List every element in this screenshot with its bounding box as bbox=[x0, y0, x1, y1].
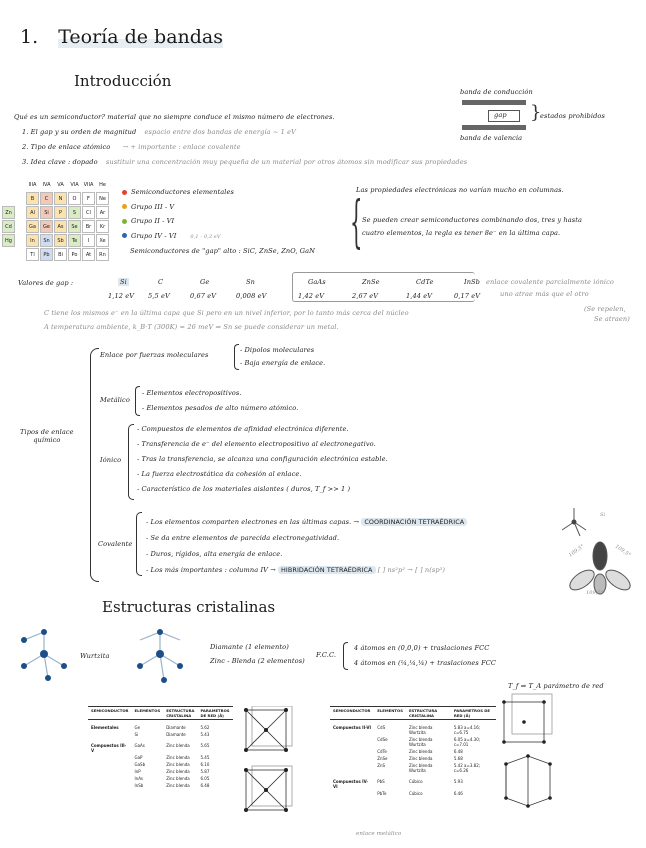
covalent-item: - Duros, rígidos, alta energía de enlace. bbox=[146, 550, 283, 558]
gap-material-value: 1,42 eV bbox=[298, 292, 325, 300]
table-cell: Zinc blenda Wurtzita bbox=[408, 725, 433, 735]
intro-item-3 bbox=[22, 158, 467, 166]
periodic-cell: Cd bbox=[2, 220, 15, 233]
table-cell: Zinc blenda bbox=[166, 755, 190, 760]
table-row bbox=[330, 790, 496, 797]
periodic-cell: Xe bbox=[96, 234, 109, 247]
covalent-item-text: - Los más importantes : columna IV → bbox=[146, 566, 276, 574]
periodic-cell: Ga bbox=[26, 220, 39, 233]
angle-label-bottom: 109,5° bbox=[586, 590, 604, 596]
table-cell: 6.10 bbox=[200, 762, 210, 767]
table-cell: 5.45 bbox=[200, 755, 210, 760]
table-cell bbox=[330, 748, 374, 755]
intro-heading: Introducción bbox=[74, 72, 172, 90]
table-cell: Compuestos IV-VI bbox=[333, 779, 369, 789]
table-cell: GaAs bbox=[134, 743, 145, 748]
periodic-cell: P bbox=[54, 206, 67, 219]
gap-material-value: 0,008 eV bbox=[236, 292, 267, 300]
periodic-cell: Zn bbox=[2, 206, 15, 219]
table-cell: Zinc blenda bbox=[166, 743, 190, 748]
ionic-brace bbox=[128, 424, 134, 500]
lattice-table-2 bbox=[330, 706, 496, 797]
table-header: PARAMETROS DE RED (Å) bbox=[451, 707, 496, 720]
table-header-row bbox=[88, 707, 233, 720]
table-cell: 5.68 bbox=[453, 756, 463, 761]
conduction-band bbox=[462, 100, 526, 105]
intro-question: Qué es un semiconductor? material que no siempre conduce el mismo número de electrones. bbox=[14, 113, 335, 121]
wurtzite-sketch bbox=[12, 626, 76, 686]
molecular-item: - Baja energía de enlace. bbox=[240, 359, 326, 367]
gap-material-value: 1,12 eV bbox=[108, 292, 135, 300]
table-cell bbox=[88, 761, 131, 768]
crystal-cell-sketches-2 bbox=[496, 688, 562, 838]
table-cell: Elementales bbox=[91, 725, 119, 730]
table-cell: InAs bbox=[134, 776, 144, 781]
table-row bbox=[330, 755, 496, 762]
table-cell bbox=[330, 790, 374, 797]
fcc-position-2: 4 átomos en (¼,¼,¼) + traslaciones FCC bbox=[354, 659, 497, 667]
table-cell: Zinc blenda bbox=[166, 783, 190, 788]
table-cell: GaP bbox=[134, 755, 143, 760]
table-cell: ZnSe bbox=[377, 756, 388, 761]
legend-note: 0,1 - 0,3 eV bbox=[190, 233, 221, 240]
fcc-position-1: 4 átomos en (0,0,0) + traslaciones FCC bbox=[354, 644, 490, 652]
valence-band bbox=[462, 125, 526, 130]
periodic-cell: As bbox=[54, 220, 67, 233]
covalent-item: - Se da entre elementos de parecida electronegatividad. bbox=[146, 534, 340, 542]
metallic-item: - Elementos pesados de alto número atómico. bbox=[142, 404, 299, 412]
periodic-header: IIIA bbox=[28, 181, 37, 188]
table-cell: 6.46 bbox=[453, 791, 463, 796]
table-row bbox=[88, 720, 233, 732]
table-cell: Compuestos III-V bbox=[91, 743, 127, 753]
lattice-table-2-grid bbox=[330, 706, 496, 797]
periodic-cell: Ge bbox=[40, 220, 53, 233]
gap-material-name: Sn bbox=[246, 278, 255, 286]
ionic-item: - Tras la transferencia, se alcanza una configuración electrónica estable. bbox=[137, 455, 388, 463]
temperature-note: A temperatura ambiente, k_B·T (300K) = 26 meV ⇒ Sn se puede considerar un metal. bbox=[44, 323, 339, 331]
table-cell bbox=[88, 768, 131, 775]
table-cell: Zinc blenda bbox=[166, 762, 190, 767]
table-cell: Compuestos II-VI bbox=[333, 725, 372, 730]
periodic-cell: Po bbox=[68, 248, 81, 261]
table-row bbox=[330, 720, 496, 737]
wurtzite-label: Wurtzita bbox=[80, 652, 110, 660]
table-cell: 5.62 bbox=[200, 725, 210, 730]
periodic-header: VIIA bbox=[83, 181, 94, 188]
periodic-cell: At bbox=[82, 248, 95, 261]
gap-material-name: CdTe bbox=[416, 278, 434, 286]
side-note-2: Se atraen) bbox=[594, 315, 630, 323]
table-cell: 5.42 a=3.82; c=6.26 bbox=[453, 763, 481, 773]
crystal-cell-sketches-1 bbox=[240, 706, 296, 826]
table-header: SEMICONDUCTOR bbox=[88, 707, 131, 720]
molecular-items bbox=[240, 344, 325, 370]
table-cell: 6.48 bbox=[200, 783, 210, 788]
props-brace: { bbox=[350, 190, 363, 255]
intro-item-2 bbox=[22, 143, 241, 151]
table-cell: Diamante bbox=[166, 732, 186, 737]
ionic-note-2: uno atrae más que el otro bbox=[500, 290, 589, 298]
table-row bbox=[330, 736, 496, 748]
table-header: ELEMENTOS bbox=[131, 707, 163, 720]
intro-item-1 bbox=[22, 128, 296, 136]
table-cell: PbS bbox=[377, 779, 385, 784]
ionic-note-1: enlace covalente parcialmente iónico bbox=[486, 278, 614, 286]
gap-material-name: Si bbox=[120, 278, 127, 286]
table-cell: InSb bbox=[134, 783, 144, 788]
item3-label: 3. Idea clave : dopado bbox=[22, 158, 98, 166]
table-cell: CdTe bbox=[377, 749, 387, 754]
lattice-parameter-note: T_f ⇒ T_A parámetro de red bbox=[508, 682, 604, 690]
side-note-1: (Se repelen, bbox=[584, 305, 626, 313]
table-cell bbox=[330, 736, 374, 748]
periodic-cell bbox=[2, 192, 13, 205]
legend-item-iii-v bbox=[122, 200, 315, 215]
table-row bbox=[88, 754, 233, 761]
table-cell bbox=[88, 782, 131, 789]
molecular-brace bbox=[234, 344, 239, 370]
table-header: ELEMENTOS bbox=[374, 707, 406, 720]
gap-material-value: 5,5 eV bbox=[148, 292, 170, 300]
periodic-cell bbox=[2, 178, 13, 191]
table-header-row bbox=[330, 707, 496, 720]
periodic-cell: Hg bbox=[2, 234, 15, 247]
covalent-item bbox=[146, 562, 467, 578]
periodic-header: IVA bbox=[42, 181, 51, 188]
periodic-cell: O bbox=[68, 192, 81, 205]
angle-label-right: 109,5° bbox=[613, 543, 632, 559]
legend-item-iv-vi bbox=[122, 229, 315, 245]
metallic-items bbox=[142, 386, 298, 416]
bond-ionic: Iónico bbox=[100, 456, 122, 464]
table-cell: 5.43 bbox=[200, 732, 210, 737]
periodic-prefix-column bbox=[2, 178, 15, 247]
ionic-item: - Característico de los materiales aislantes ( duros, T_f >> 1 ) bbox=[137, 485, 351, 493]
table-cell bbox=[88, 754, 131, 761]
valence-band-label: banda de valencia bbox=[460, 134, 523, 142]
ionic-item: - Compuestos de elementos de afinidad electrónica diferente. bbox=[137, 425, 349, 433]
props-line-3: cuatro elementos, la regla es tener 8e⁻ en la última capa. bbox=[362, 229, 561, 237]
bond-metallic: Metálico bbox=[100, 396, 130, 404]
conduction-band-label: banda de conducción bbox=[460, 88, 533, 96]
title-number: 1. bbox=[20, 26, 39, 48]
item1-note: espacio entre dos bandas de energía ~ 1 eV bbox=[144, 128, 297, 136]
periodic-cell: Tl bbox=[26, 248, 39, 261]
table-cell: Zinc blenda bbox=[408, 749, 433, 754]
legend-label: Grupo IV - VI bbox=[131, 231, 177, 240]
legend-label: Semiconductores elementales bbox=[131, 188, 234, 196]
periodic-cell: Te bbox=[68, 234, 81, 247]
gap-material-name: ZnSe bbox=[362, 278, 380, 286]
angle-label-left: 109,5° bbox=[567, 543, 586, 559]
hybridization-highlight: HIBRIDACIÓN TETRAÉDRICA bbox=[278, 566, 375, 574]
periodic-header: VA bbox=[57, 181, 64, 188]
periodic-cell: N bbox=[54, 192, 67, 205]
table-row bbox=[88, 738, 233, 754]
legend-label: Grupo III - V bbox=[131, 202, 175, 211]
metallic-bond-note: enlace metálico bbox=[356, 831, 402, 837]
periodic-header: VIA bbox=[70, 181, 79, 188]
zincblende-label: Zinc - Blenda (2 elementos) bbox=[210, 657, 305, 665]
gap-material-value: 0,17 eV bbox=[454, 292, 481, 300]
table-cell: 6.05 bbox=[200, 776, 210, 781]
props-line-2: Se pueden crear semiconductores combinando dos, tres y hasta bbox=[362, 216, 583, 224]
table-cell: GaSb bbox=[134, 762, 146, 767]
covalent-brace bbox=[136, 512, 142, 576]
periodic-cell: Kr bbox=[96, 220, 109, 233]
bond-types-label-2: químico bbox=[33, 436, 61, 444]
periodic-cell: Br bbox=[82, 220, 95, 233]
table-row bbox=[330, 762, 496, 774]
table-cell: 5.65 bbox=[200, 743, 210, 748]
legend-dot bbox=[122, 219, 127, 224]
table-cell: CdSe bbox=[377, 737, 388, 742]
gap-material-value: 0,67 eV bbox=[190, 292, 217, 300]
bond-types-label-1: Tipos de enlace bbox=[20, 428, 74, 436]
bond-molecular: Enlace por fuerzas moleculares bbox=[100, 351, 209, 359]
gap-material-name: InSb bbox=[464, 278, 480, 286]
item1-label: 1. El gap y su orden de magnitud bbox=[22, 128, 137, 136]
table-cell: Cúbico bbox=[408, 779, 423, 784]
covalent-item bbox=[146, 514, 467, 530]
periodic-cell: Pb bbox=[40, 248, 53, 261]
bond-types-label bbox=[20, 428, 74, 444]
table-row bbox=[88, 782, 233, 789]
table-cell: ZnS bbox=[377, 763, 386, 768]
periodic-cell: Ne bbox=[96, 192, 109, 205]
periodic-cell: Se bbox=[68, 220, 81, 233]
table-row bbox=[88, 768, 233, 775]
gap-material-value: 1,44 eV bbox=[406, 292, 433, 300]
periodic-cell: Bi bbox=[54, 248, 67, 261]
periodic-cell: Rn bbox=[96, 248, 109, 261]
table-cell: Ge bbox=[134, 725, 141, 730]
covalent-item-text: - Los elementos comparten electrones en las últimas capas. → bbox=[146, 518, 360, 526]
periodic-cell: S bbox=[68, 206, 81, 219]
item2-label: 2. Tipo de enlace atómico bbox=[22, 143, 111, 151]
table-cell: Zinc blenda bbox=[166, 776, 190, 781]
fcc-label: F.C.C. bbox=[316, 651, 337, 659]
bond-covalent: Covalente bbox=[98, 540, 133, 548]
item2-note: → + importante : enlace covalente bbox=[122, 143, 241, 151]
structures-heading: Estructuras cristalinas bbox=[102, 598, 276, 616]
periodic-cell: Ar bbox=[96, 206, 109, 219]
metallic-item: - Elementos electropositivos. bbox=[142, 389, 242, 397]
table-header: SEMICONDUCTOR bbox=[330, 707, 374, 720]
fcc-brace bbox=[343, 642, 348, 670]
ionic-item: - La fuerza electrostática da cohesión al enlace. bbox=[137, 470, 302, 478]
table-cell bbox=[330, 762, 374, 774]
compound-box bbox=[292, 272, 475, 302]
title-text: Teoría de bandas bbox=[58, 26, 224, 48]
table-row bbox=[330, 748, 496, 755]
molecular-item: - Dipolos moleculares bbox=[240, 346, 315, 354]
periodic-cell: Al bbox=[26, 206, 39, 219]
table-cell: Zinc blenda bbox=[166, 769, 190, 774]
periodic-cell: I bbox=[82, 234, 95, 247]
band-diagram bbox=[460, 88, 630, 148]
metallic-brace bbox=[135, 386, 140, 416]
legend-item-elemental bbox=[122, 185, 315, 200]
gap-material-name: Ge bbox=[200, 278, 210, 286]
periodic-cell: Si bbox=[40, 206, 53, 219]
periodic-cell: B bbox=[26, 192, 39, 205]
periodic-cell: Sn bbox=[40, 234, 53, 247]
si-label: Si bbox=[600, 512, 606, 518]
legend-item-ii-vi bbox=[122, 214, 315, 229]
table-row bbox=[88, 731, 233, 738]
table-cell: 5.83 a=4.16; c=6.75 bbox=[453, 725, 481, 735]
tetrahedral-coordination-sketch bbox=[556, 506, 596, 540]
gap-values-label: Valores de gap : bbox=[18, 279, 74, 287]
table-cell: Diamante bbox=[166, 725, 186, 730]
table-cell: Zinc blenda Wurtzita bbox=[408, 763, 433, 773]
table-cell bbox=[88, 775, 131, 782]
table-header: ESTRUCTURA CRISTALINA bbox=[163, 707, 197, 720]
table-cell: PbTe bbox=[377, 791, 387, 796]
lattice-table-1-grid bbox=[88, 706, 233, 789]
periodic-cell: F bbox=[82, 192, 95, 205]
gap-material-name: C bbox=[158, 278, 164, 286]
periodic-cell: Cl bbox=[82, 206, 95, 219]
semiconductor-legend bbox=[122, 185, 315, 259]
periodic-cell: In bbox=[26, 234, 39, 247]
table-cell: 6.05 a=4.30; c=7.01 bbox=[453, 737, 481, 747]
gap-material-value: 2,67 eV bbox=[352, 292, 379, 300]
table-cell: 5.93 bbox=[453, 779, 463, 784]
high-gap-label: Semiconductores de "gap" alto : SiC, ZnSe, ZnO, GaN bbox=[130, 247, 316, 255]
table-cell: Si bbox=[134, 732, 139, 737]
covalent-items bbox=[146, 514, 467, 578]
coordination-highlight: COORDINACIÓN TETRAÉDRICA bbox=[361, 518, 467, 526]
item3-note: sustituir una concentración muy pequeña de un material por otros átomos sin modificar sus propiedades bbox=[105, 158, 468, 166]
ionic-item: - Transferencia de e⁻ del elemento electropositivo al electronegativo. bbox=[137, 440, 376, 448]
table-cell bbox=[88, 731, 131, 738]
page-title bbox=[20, 26, 223, 48]
periodic-grid bbox=[26, 178, 109, 261]
table-row bbox=[88, 775, 233, 782]
ionic-items bbox=[137, 422, 388, 497]
legend-dot bbox=[122, 204, 127, 209]
table-cell bbox=[330, 755, 374, 762]
gap-label: gap bbox=[494, 111, 507, 119]
table-cell: Zinc blenda Wurtzita bbox=[408, 737, 433, 747]
periodic-cell: Sb bbox=[54, 234, 67, 247]
legend-dot bbox=[122, 233, 127, 238]
table-cell: 6.48 bbox=[453, 749, 463, 754]
table-header: ESTRUCTURA CRISTALINA bbox=[406, 707, 451, 720]
table-cell: 5.87 bbox=[200, 769, 210, 774]
hybridization-note: [ ] ns²p² → [ ] n(sp³) bbox=[377, 566, 446, 574]
zincblende-sketch bbox=[130, 626, 192, 688]
periodic-table bbox=[5, 178, 109, 261]
lattice-table-1 bbox=[88, 706, 230, 789]
diamond-label: Diamante (1 elemento) bbox=[210, 643, 289, 651]
props-line-1: Las propiedades electrónicas no varían mucho en columnas. bbox=[356, 186, 564, 194]
table-header: PARAMETROS DE RED (Å) bbox=[197, 707, 232, 720]
gap-material-name: GaAs bbox=[308, 278, 326, 286]
table-cell: Zinc blenda bbox=[408, 756, 433, 761]
table-cell: CdS bbox=[377, 725, 386, 730]
legend-label: Grupo II - VI bbox=[131, 217, 175, 225]
periodic-header: He bbox=[99, 181, 106, 188]
table-cell: Cúbico bbox=[408, 791, 423, 796]
table-row bbox=[330, 774, 496, 790]
forbidden-brace: } bbox=[530, 102, 542, 123]
table-cell: InP bbox=[134, 769, 141, 774]
carbon-note: C tiene los mismos e⁻ en la última capa que Si pero en un nivel inferior, por lo tanto más cerca del núcleo bbox=[44, 309, 409, 317]
periodic-cell: C bbox=[40, 192, 53, 205]
forbidden-label: estados prohibidos bbox=[540, 112, 605, 120]
table-row bbox=[88, 761, 233, 768]
legend-dot bbox=[122, 190, 127, 195]
